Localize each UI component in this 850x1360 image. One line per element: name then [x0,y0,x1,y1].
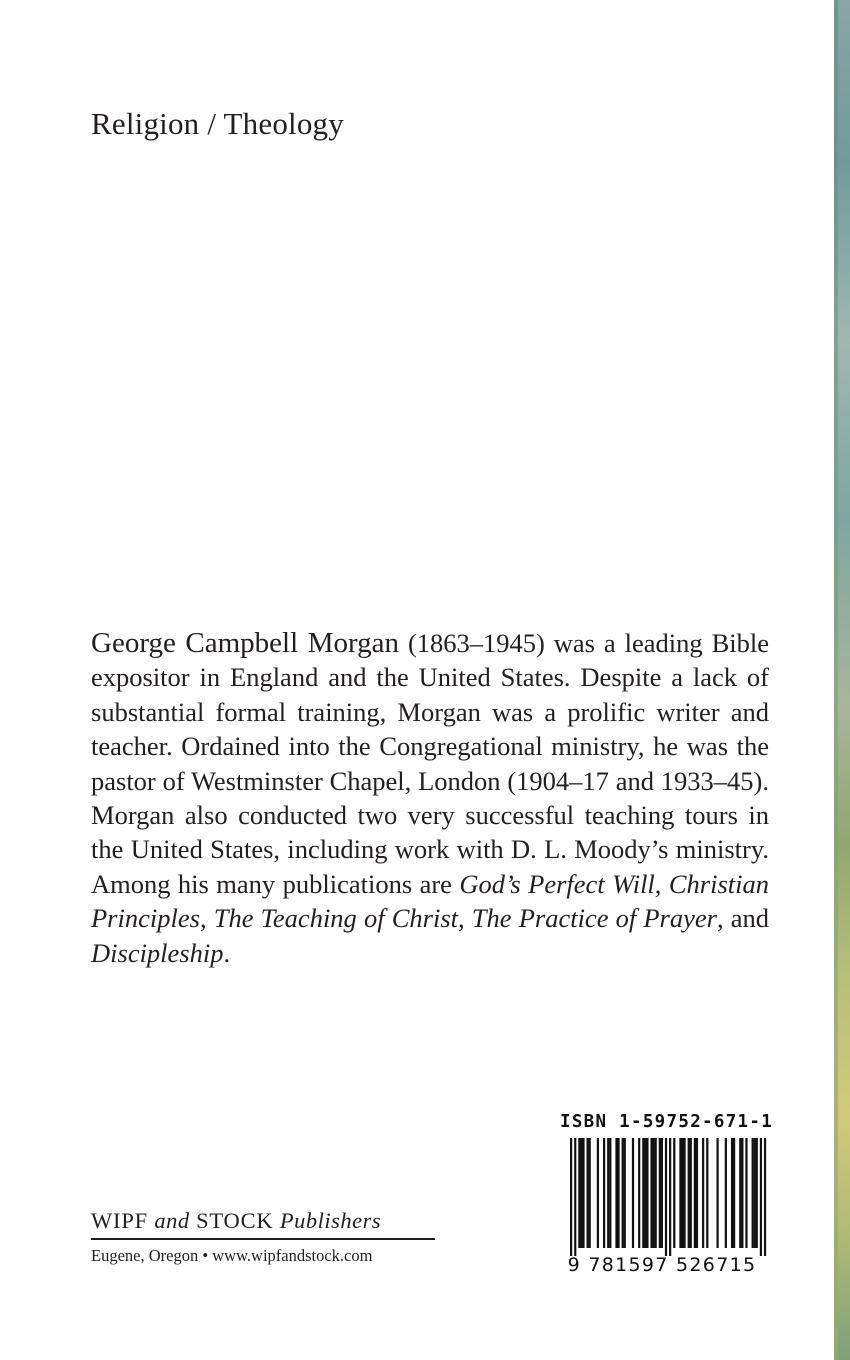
publisher-name [91,1208,435,1240]
barcode-bars [556,1138,768,1256]
barcode-bar [603,1138,605,1248]
barcode-bar [582,1138,584,1248]
book-title: The Practice of Prayer [471,903,717,934]
barcode-bar [574,1138,576,1256]
barcode-bar [706,1138,708,1248]
barcode-bar [644,1138,646,1248]
barcode-bar [570,1138,572,1256]
separator: , [458,903,472,934]
barcode-bar [655,1138,657,1248]
barcode-bar [741,1138,743,1248]
barcode-bar [659,1138,661,1248]
barcode-bar [607,1138,609,1248]
cover-art-edge [834,0,850,1360]
barcode-bar [646,1138,648,1248]
book-title: The Teaching of Christ [213,903,459,934]
barcode-bar [756,1138,758,1248]
barcode-bar [760,1138,762,1256]
barcode-bar [624,1138,626,1248]
barcode-bar [638,1138,640,1248]
separator: , [654,868,669,899]
author-name: George Campbell Morgan [91,627,399,659]
barcode-bar [754,1138,756,1248]
barcode-bar [609,1138,611,1248]
barcode-bar [580,1138,582,1248]
barcode-bar [673,1138,675,1248]
publisher-name-part: WIPF [91,1208,155,1233]
barcode-bar [739,1138,741,1248]
barcode-bar [587,1138,589,1248]
barcode-bar [653,1138,655,1248]
publisher-address: Eugene, Oregon • www.wipfandstock.com [91,1246,373,1265]
book-title: Christian Principles [91,868,769,934]
barcode-bar [752,1138,754,1248]
isbn-barcode [556,1110,774,1280]
separator: . [223,937,231,968]
bio-text: (1863–1945) was a leading Bible expositor in England and the United States. Despite a lack of substantial formal training, Morgan was a prolific writer and teacher. Ordained into the Congregational ministry, he was the pastor of Westminster Chapel, London (1904–17 and 1933–45). Morgan also conducted two very successful teaching tours in the United States, including work with D. L. Moody’s ministry. Among his many publications are [91,628,769,899]
barcode-bar [681,1138,683,1248]
barcode-bar [615,1138,617,1248]
publisher-name-part: and [154,1208,190,1233]
barcode-bar [733,1138,735,1248]
barcode-bar [589,1138,591,1248]
barcode-bar [690,1138,692,1248]
author-bio [91,626,769,970]
barcode-bar [661,1138,663,1248]
barcode-bar [578,1138,580,1248]
barcode-bar [665,1138,667,1256]
barcode-bar [617,1138,619,1248]
barcode-bar [669,1138,671,1256]
separator: , and [716,903,770,934]
barcode-bar [688,1138,690,1248]
category-label: Religion / Theology [91,106,344,141]
barcode-bar [650,1138,652,1248]
ean-digits: 9 781597 526715 [567,1254,757,1276]
publisher-name-part: STOCK [189,1208,280,1233]
barcode-bar [764,1138,766,1256]
barcode-bar [679,1138,681,1248]
book-title: Discipleship [91,937,224,968]
barcode-bar [683,1138,685,1248]
separator: , [199,903,214,934]
barcode-bar [696,1138,698,1248]
barcode-bar [725,1138,727,1248]
barcode-bar [716,1138,718,1248]
barcode-bar [622,1138,624,1248]
barcode-bar [702,1138,704,1248]
book-title: God’s Perfect Will [459,868,655,899]
isbn-label: ISBN 1-59752-671-1 [560,1112,774,1132]
barcode-bar [632,1138,634,1248]
barcode-bar [642,1138,644,1248]
barcode-bar [597,1138,599,1248]
barcode-bar [745,1138,747,1248]
barcode-bar [731,1138,733,1248]
publisher-name-part: Publishers [279,1208,382,1233]
publisher-block [91,1208,435,1266]
barcode-bar [694,1138,696,1248]
